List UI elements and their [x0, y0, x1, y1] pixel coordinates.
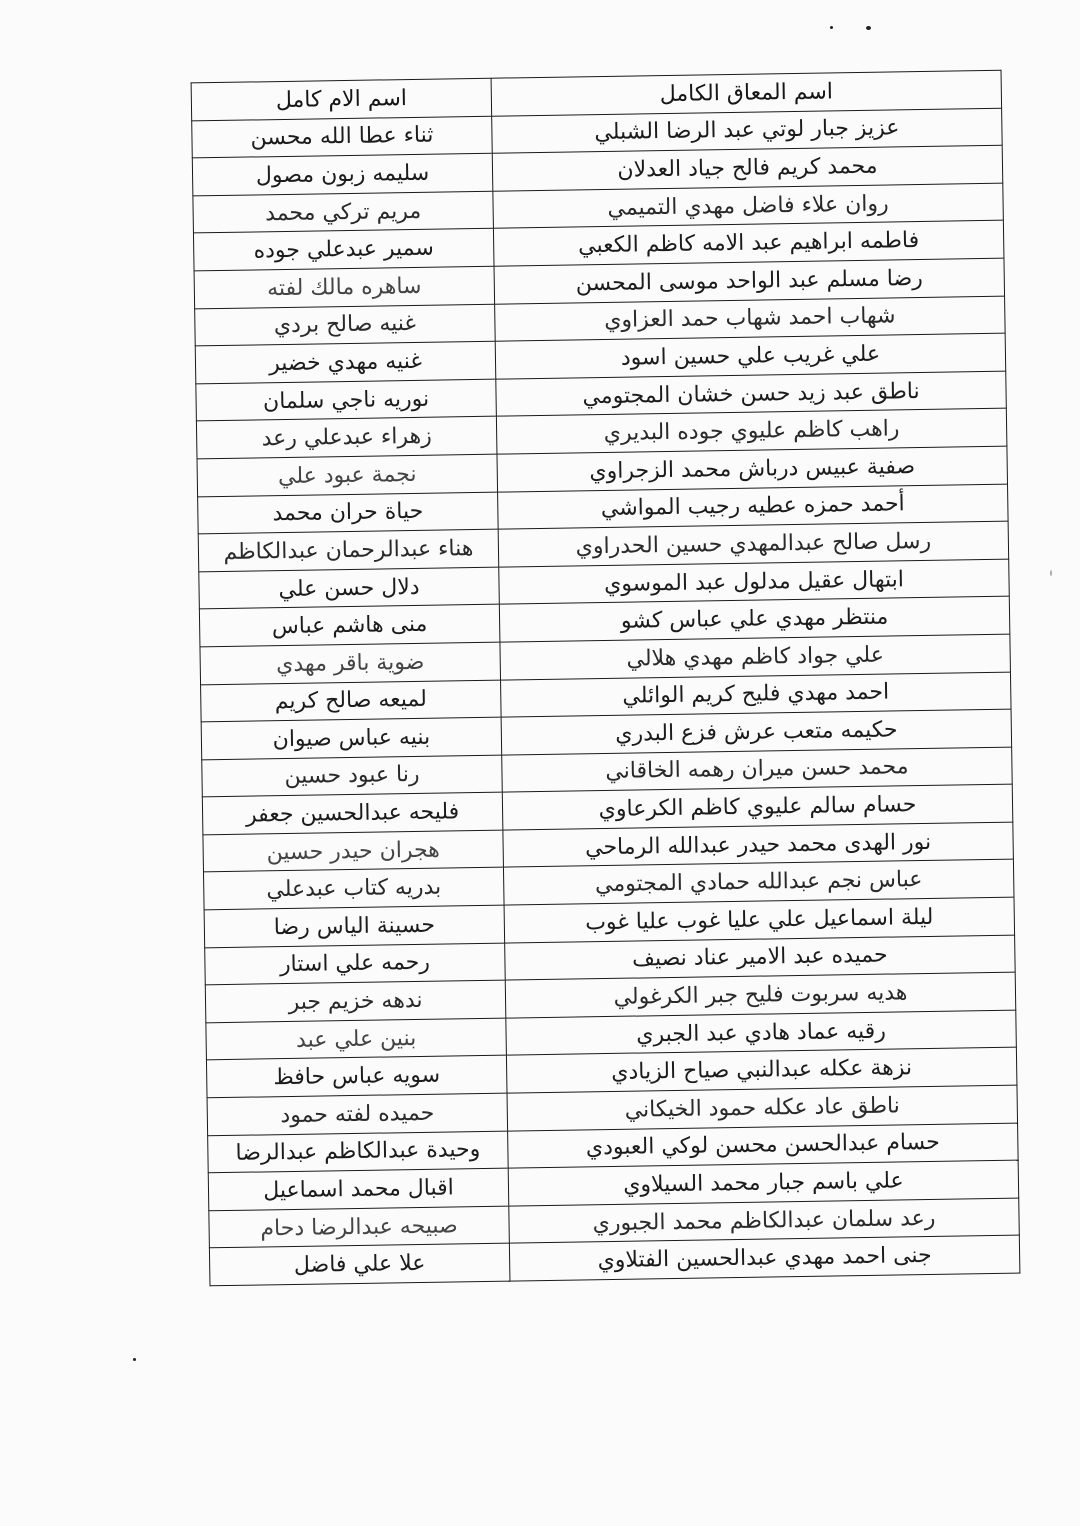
cell-full-name: هديه سربوت فليح جبر الكرغولي — [505, 972, 1016, 1018]
cell-full-name: رضا مسلم عبد الواحد موسى المحسن — [494, 258, 1005, 304]
cell-mother-name: رنا عبود حسين — [202, 755, 503, 797]
cell-full-name: رقيه عماد هادي عبد الجبري — [506, 1010, 1017, 1056]
cell-full-name: نزهة عكله عبدالنبي صياح الزيادي — [506, 1048, 1017, 1094]
cell-mother-name: هجران حيدر حسين — [203, 830, 504, 872]
cell-mother-name: حميده لفته حمود — [207, 1093, 508, 1135]
cell-mother-name: بنين علي عبد — [206, 1018, 507, 1060]
cell-mother-name: سمير عبدعلي جوده — [193, 229, 494, 271]
cell-full-name: نور الهدى محمد حيدر عبدالله الرماحي — [503, 822, 1014, 868]
cell-full-name: أحمد حمزه عطيه رجيب المواشي — [498, 484, 1009, 530]
cell-mother-name: صبيحه عبدالرضا دحام — [209, 1206, 510, 1248]
cell-full-name: شهاب احمد شهاب حمد العزاوي — [495, 296, 1006, 342]
cell-full-name: ناطق عبد زيد حسن خشان المجتومي — [496, 371, 1007, 417]
cell-full-name: راهب كاظم عليوي جوده البديري — [496, 409, 1007, 455]
cell-full-name: ليلة اسماعيل علي عليا غوب عليا غوب — [504, 897, 1015, 943]
names-table — [191, 70, 1021, 1287]
cell-mother-name: منى هاشم عباس — [199, 604, 500, 646]
cell-full-name: عزيز جبار لوتي عبد الرضا الشبلي — [492, 108, 1003, 154]
header-full-name: اسم المعاق الكامل — [491, 70, 1002, 116]
cell-mother-name: اقبال محمد اسماعيل — [208, 1168, 509, 1210]
ink-speck — [866, 26, 871, 30]
cell-full-name: رسل صالح عبدالمهدي حسين الحدراوي — [498, 521, 1009, 567]
cell-full-name: حميده عبد الامير عناد نصيف — [505, 935, 1016, 981]
cell-mother-name: دلال حسن علي — [199, 567, 500, 609]
cell-mother-name: ندهه خزيم جبر — [205, 980, 506, 1022]
table-body — [192, 108, 1020, 1286]
cell-mother-name: فليحه عبدالحسين جعفر — [202, 792, 503, 834]
header-mother-name: اسم الام كامل — [191, 78, 492, 120]
cell-mother-name: سويه عباس حافظ — [206, 1056, 507, 1098]
cell-mother-name: بنيه عباس صيوان — [201, 717, 502, 759]
cell-mother-name: ساهره مالك لفته — [194, 266, 495, 308]
cell-mother-name: غنيه صالح بردي — [195, 304, 496, 346]
cell-full-name: محمد حسن ميران رهمه الخاقاني — [502, 747, 1013, 793]
cell-full-name: ابتهال عقيل مدلول عبد الموسوي — [499, 559, 1010, 605]
cell-mother-name: رحمه علي استار — [205, 943, 506, 985]
cell-full-name: جنى احمد مهدي عبدالحسين الفتلاوي — [509, 1235, 1020, 1281]
cell-mother-name: مريم تركي محمد — [193, 191, 494, 233]
cell-full-name: فاطمه ابراهيم عبد الامه كاظم الكعبي — [493, 221, 1004, 267]
cell-mother-name: علا علي فاضل — [209, 1243, 510, 1285]
names-table-container — [191, 70, 1020, 1287]
cell-mother-name: وحيدة عبدالكاظم عبدالرضا — [208, 1131, 509, 1173]
cell-full-name: علي جواد كاظم مهدي هلالي — [500, 634, 1011, 680]
cell-full-name: احمد مهدي فليح كريم الوائلي — [501, 672, 1012, 718]
cell-full-name: عباس نجم عبدالله حمادي المجتومي — [503, 860, 1014, 906]
ink-speck — [1050, 570, 1052, 576]
cell-full-name: روان علاء فاضل مهدي التميمي — [493, 183, 1004, 229]
cell-full-name: حسام عبدالحسن محسن لوكي العبودي — [508, 1123, 1019, 1169]
cell-full-name: محمد كريم فالح جياد العدلان — [492, 145, 1003, 191]
cell-mother-name: غنيه مهدي خضير — [195, 341, 496, 383]
cell-mother-name: زهراء عبدعلي رعد — [196, 417, 497, 459]
cell-full-name: منتظر مهدي علي عباس كشو — [499, 596, 1010, 642]
cell-mother-name: حسينة الياس رضا — [204, 905, 505, 947]
cell-full-name: حسام سالم عليوي كاظم الكرعاوي — [502, 784, 1013, 830]
cell-full-name: علي باسم جبار محمد السيلاوي — [508, 1160, 1019, 1206]
ink-speck — [133, 1358, 136, 1361]
cell-full-name: ناطق عاد عكله حمود الخيكاني — [507, 1085, 1018, 1131]
cell-full-name: حكيمه متعب عرش فزع البدري — [501, 709, 1012, 755]
cell-mother-name: حياة حران محمد — [198, 492, 499, 534]
cell-full-name: رعد سلمان عبدالكاظم محمد الجبوري — [509, 1198, 1020, 1244]
cell-full-name: علي غريب علي حسين اسود — [495, 333, 1006, 379]
cell-mother-name: نجمة عبود علي — [197, 454, 498, 496]
cell-full-name: صفية عبيس درباش محمد الزجراوي — [497, 446, 1008, 492]
cell-mother-name: بدريه كتاب عبدعلي — [204, 868, 505, 910]
ink-speck — [830, 26, 833, 29]
cell-mother-name: نوريه ناجي سلمان — [196, 379, 497, 421]
cell-mother-name: هناء عبدالرحمان عبدالكاظم — [198, 529, 499, 571]
cell-mother-name: سليمه زبون مصول — [192, 153, 493, 195]
cell-mother-name: لميعه صالح كريم — [201, 680, 502, 722]
cell-mother-name: ضوية باقر مهدي — [200, 642, 501, 684]
cell-mother-name: ثناء عطا الله محسن — [192, 116, 493, 158]
